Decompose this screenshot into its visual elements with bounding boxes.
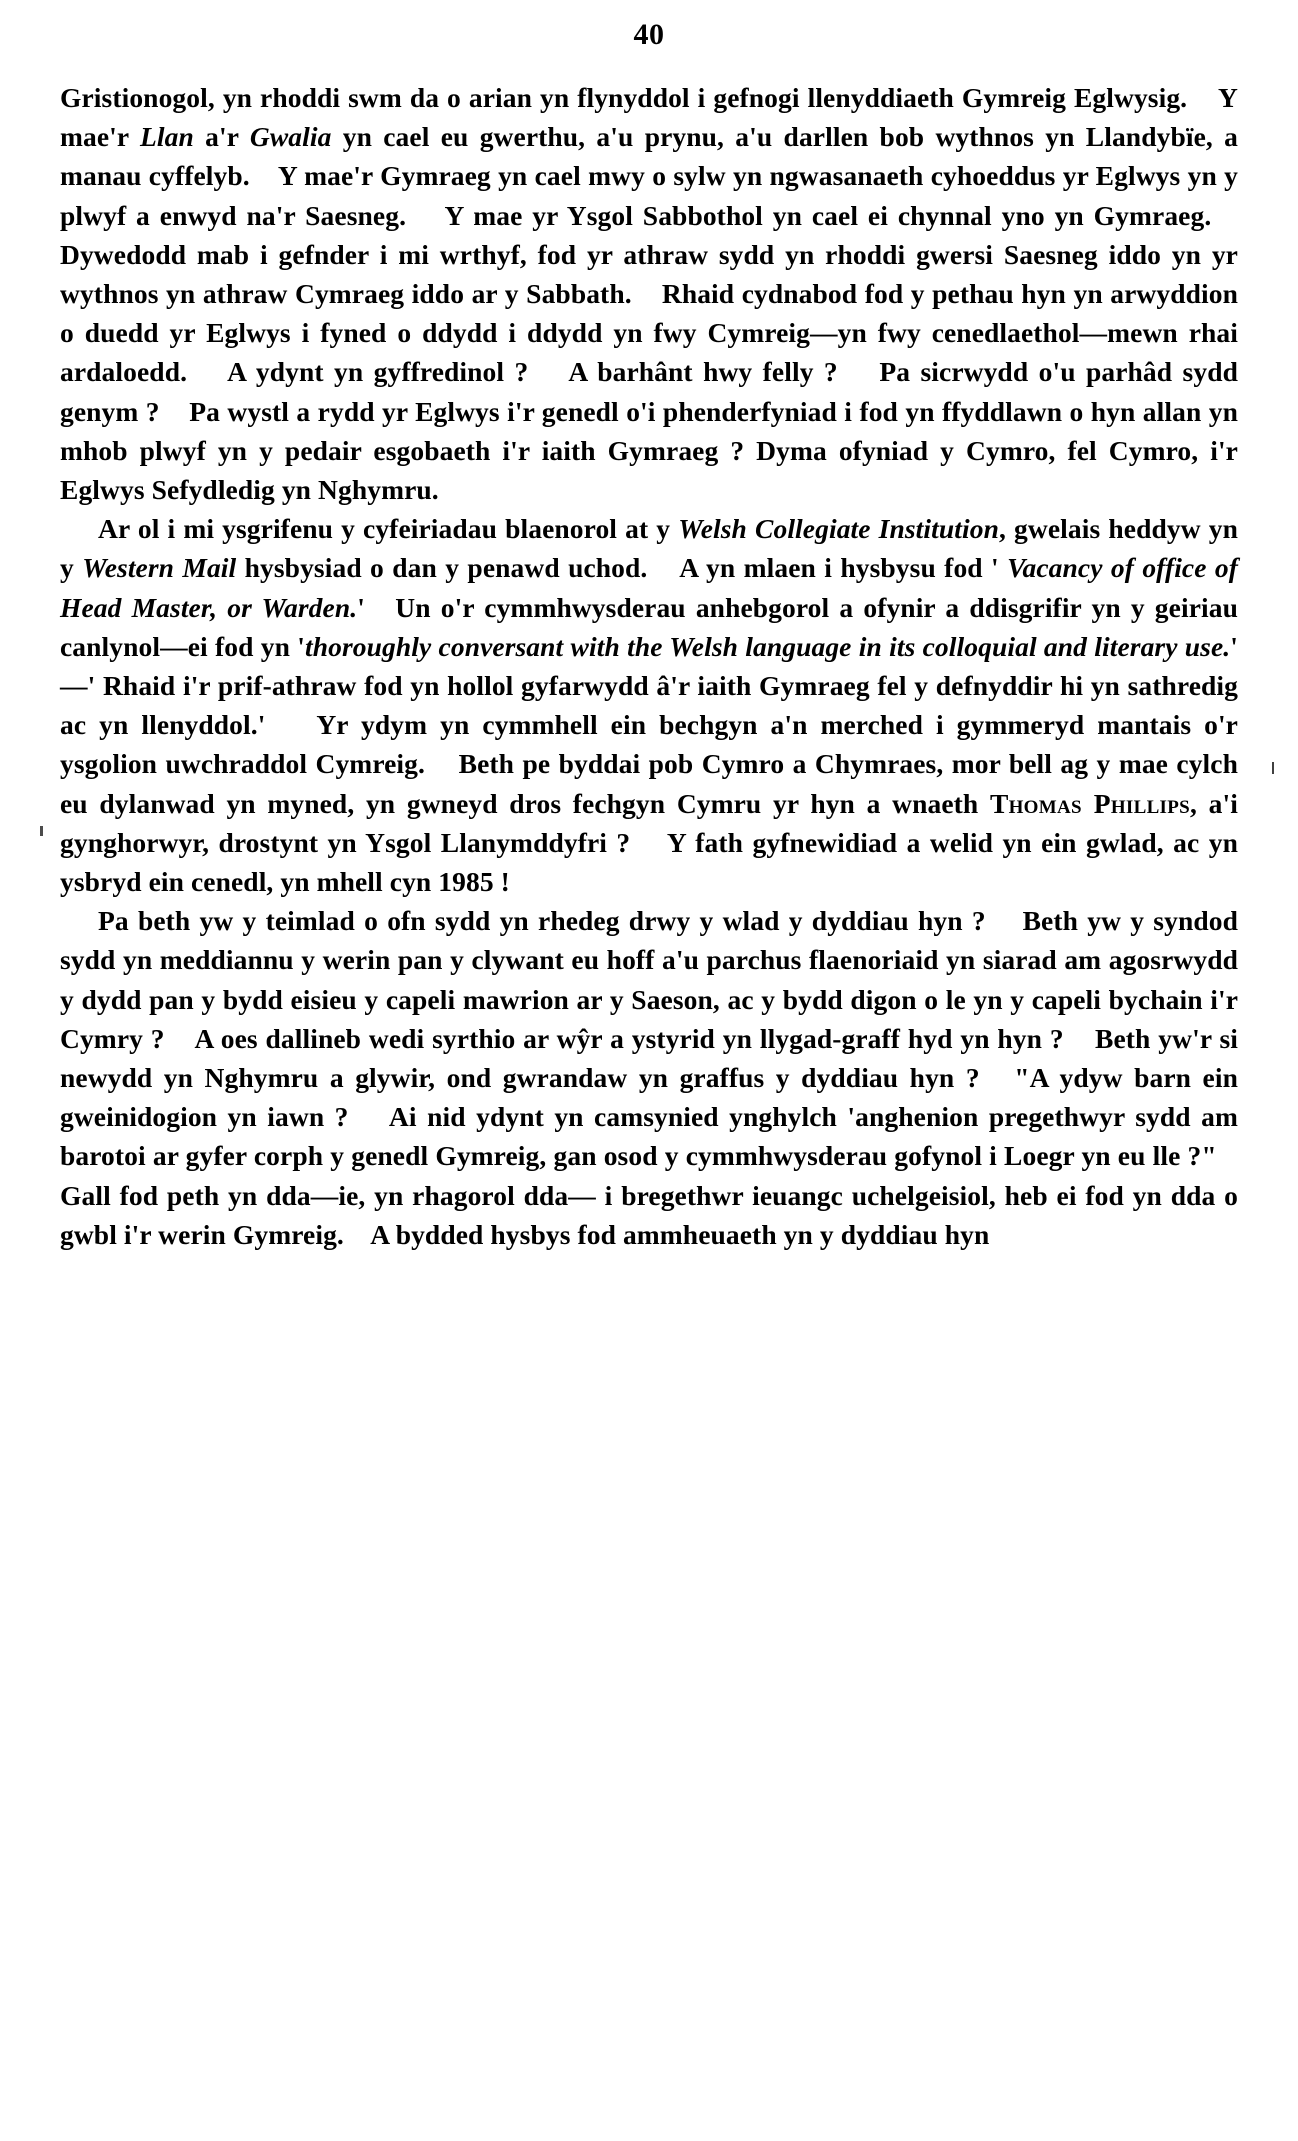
- page-edge-mark-left: [40, 826, 43, 836]
- page-body: [60, 78, 1238, 1254]
- paragraph-2: Ar ol i mi ysgrifenu y cyfeiriadau blaenorol at y Welsh Collegiate Institution, gwelais heddyw yn y Western Mail hysbysiad o dan y penawd uchod. A yn mlaen i hysbysu fod ' Vacancy of office of Head Master, or Warden.' Un o'r cymmhwysderau anhebgorol a ofynir a ddisgrifir yn y geiriau canlynol—ei fod yn 'thoroughly conversant with the Welsh language in its colloquial and literary use.' —' Rhaid i'r prif-athraw fod yn hollol gyfarwydd â'r iaith Gymraeg fel y defnyddir hi yn sathredig ac yn llenyddol.' Yr ydym yn cymmhell ein bechgyn a'n merched i gymmeryd mantais o'r ysgolion uwchraddol Cymreig. Beth pe byddai pob Cymro a Chymraes, mor bell ag y mae cylch eu dylanwad yn myned, yn gwneyd dros fechgyn Cymru yr hyn a wnaeth Thomas Phillips, a'i gynghorwyr, drostynt yn Ysgol Llanymddyfri ? Y fath gyfnewidiad a welid yn ein gwlad, ac yn ysbryd ein cenedl, yn mhell cyn 1985 !: [60, 513, 1238, 898]
- paragraph-1: Gristionogol, yn rhoddi swm da o arian yn flynyddol i gefnogi llenyddiaeth Gymreig Eglwysig. Y mae'r Llan a'r Gwalia yn cael eu gwerthu, a'u prynu, a'u darllen bob wythnos yn Llandybïe, a manau cyffelyb. Y mae'r Gymraeg yn cael mwy o sylw yn ngwasanaeth cyhoeddus yr Eglwys yn y plwyf a enwyd na'r Saesneg. Y mae yr Ysgol Sabbothol yn cael ei chynnal yno yn Gymraeg. Dywedodd mab i gefnder i mi wrthyf, fod yr athraw sydd yn rhoddi gwersi Saesneg iddo yn yr wythnos yn athraw Cymraeg iddo ar y Sabbath. Rhaid cydnabod fod y pethau hyn yn arwyddion o duedd yr Eglwys i fyned o ddydd i ddydd yn fwy Cymreig—yn fwy cenedlaethol—mewn rhai ardaloedd. A ydynt yn gyffredinol ? A barhânt hwy felly ? Pa sicrwydd o'u parhâd sydd genym ? Pa wystl a rydd yr Eglwys i'r genedl o'i phenderfyniad i fod yn ffyddlawn o hyn allan yn mhob plwyf yn y pedair esgobaeth i'r iaith Gymraeg ? Dyma ofyniad y Cymro, fel Cymro, i'r Eglwys Sefydledig yn Nghymru.: [60, 82, 1238, 506]
- page-edge-mark-right: [1272, 762, 1274, 774]
- paragraph-3: Pa beth yw y teimlad o ofn sydd yn rhedeg drwy y wlad y dyddiau hyn ? Beth yw y syndod sydd yn meddiannu y werin pan y clywant eu hoff a'u parchus flaenoriaid yn siarad am agosrwydd y dydd pan y bydd eisieu y capeli mawrion ar y Saeson, ac y bydd digon o le yn y capeli bychain i'r Cymry ? A oes dallineb wedi syrthio ar wŷr a ystyrid yn llygad-graff hyd yn hyn ? Beth yw'r si newydd yn Nghymru a glywir, ond gwrandaw yn graffus y dyddiau hyn ? "A ydyw barn ein gweinidogion yn iawn ? Ai nid ydynt yn camsynied ynghylch 'anghenion pregethwyr sydd am barotoi ar gyfer corph y genedl Gymreig, gan osod y cymmhwysderau gofynol i Loegr yn eu lle ?" Gall fod peth yn dda—ie, yn rhagorol dda— i bregethwr ieuangc uchelgeisiol, heb ei fod yn dda o gwbl i'r werin Gymreig. A bydded hysbys fod ammheuaeth yn y dyddiau hyn: [60, 905, 1238, 1250]
- page-number: 40: [633, 18, 665, 51]
